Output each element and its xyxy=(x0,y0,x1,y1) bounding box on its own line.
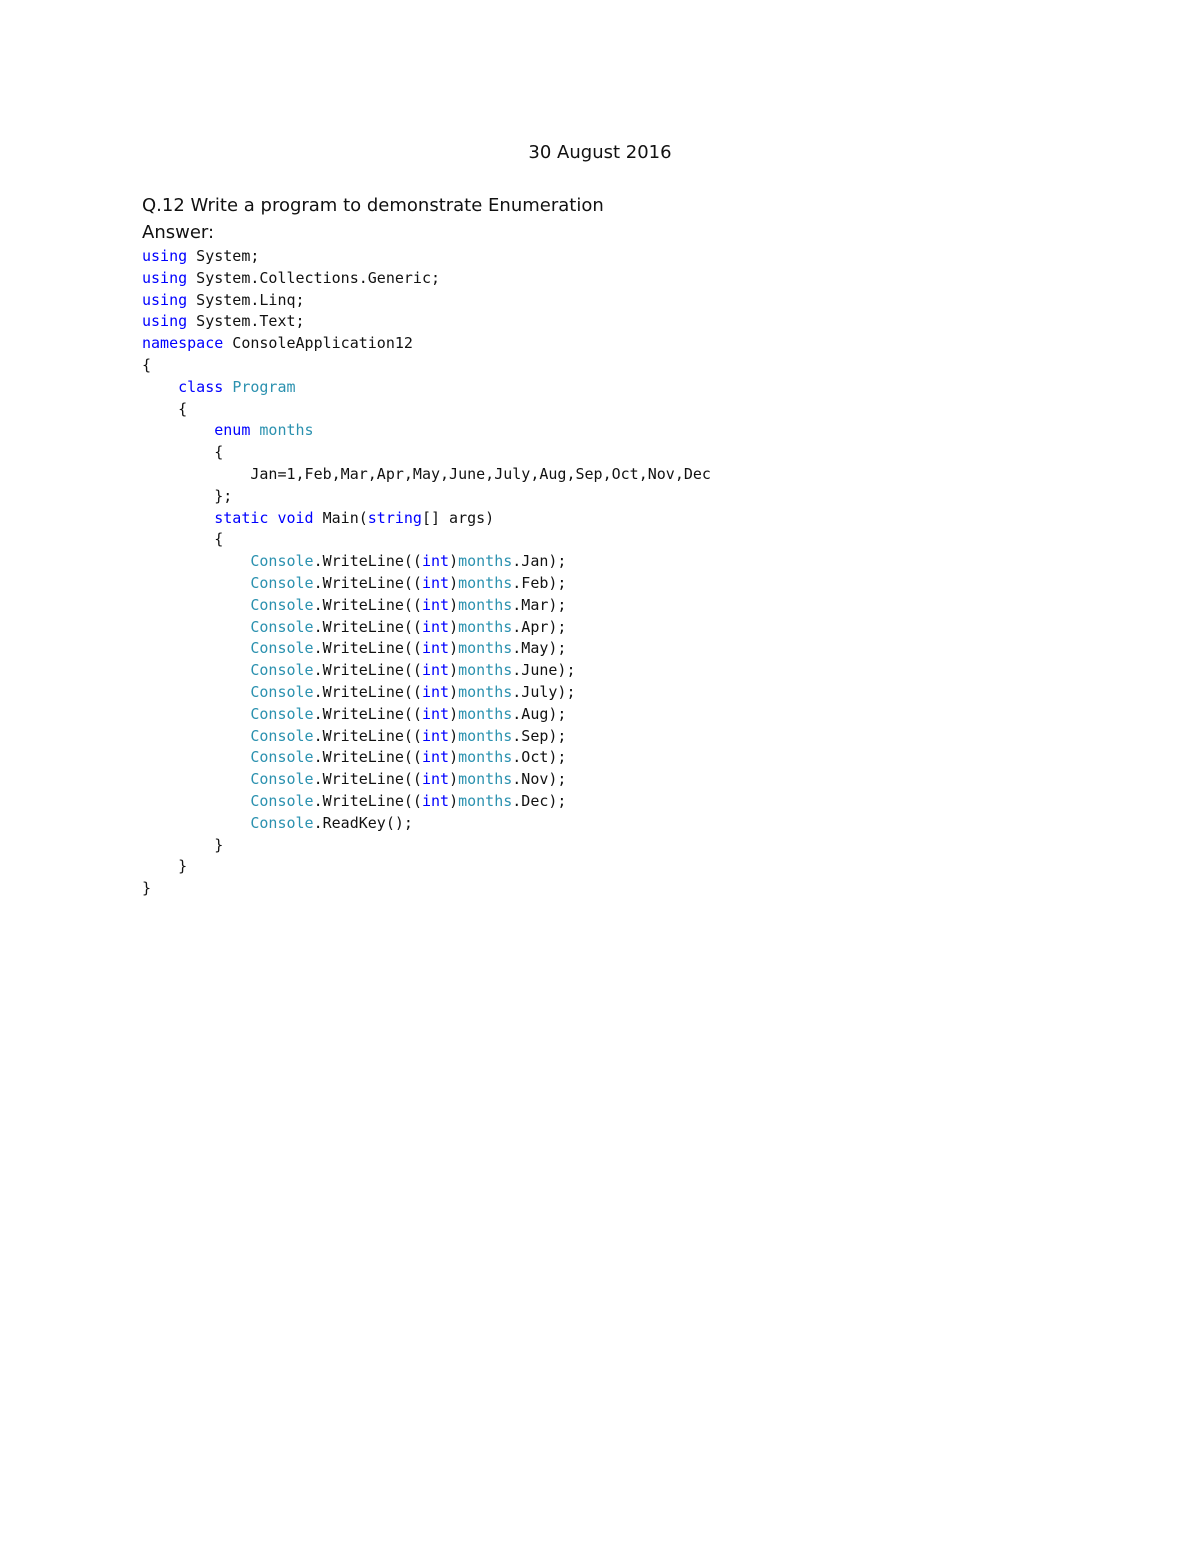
type-name: Console xyxy=(250,573,314,592)
type-name: months xyxy=(458,552,513,571)
code-text: .WriteLine(( xyxy=(313,704,422,723)
brace: { xyxy=(142,355,152,374)
code-line-main-close xyxy=(142,835,711,857)
code-line-writeline: Console.WriteLine((int)months.June); xyxy=(250,661,576,680)
type-name: Console xyxy=(250,748,314,767)
keyword: int xyxy=(421,748,450,767)
type-name: months xyxy=(259,421,314,440)
type-name: Program xyxy=(232,377,296,396)
type-name: months xyxy=(458,770,513,789)
keyword: int xyxy=(421,617,450,636)
code-text: .May); xyxy=(512,639,567,658)
code-line-class-close xyxy=(142,856,711,878)
brace: } xyxy=(214,835,224,854)
type-name: months xyxy=(458,573,513,592)
code-line-class xyxy=(142,377,711,399)
code-line-using-collections xyxy=(142,268,711,290)
code-line-main xyxy=(142,508,711,530)
keyword: int xyxy=(421,682,450,701)
type-name: Console xyxy=(250,552,314,571)
type-name: months xyxy=(458,682,513,701)
type-name: months xyxy=(458,726,513,745)
code-text: .Jan); xyxy=(512,552,567,571)
code-text: System; xyxy=(187,247,260,265)
code-text: Main( xyxy=(313,508,368,527)
code-line-writeline: Console.WriteLine((int)months.May); xyxy=(250,639,567,658)
code-line-readkey xyxy=(142,813,711,835)
type-name: months xyxy=(458,748,513,767)
keyword: int xyxy=(421,791,450,810)
code-line-using-text xyxy=(142,311,711,333)
code-line-using-linq xyxy=(142,290,711,312)
code-line-namespace xyxy=(142,333,711,355)
code-line-writeline: Console.WriteLine((int)months.Oct); xyxy=(250,748,567,767)
code-text: .WriteLine(( xyxy=(313,661,422,680)
code-line-enum-close xyxy=(142,486,711,508)
code-text: Jan=1,Feb,Mar,Apr,May,June,July,Aug,Sep,Oct,Nov,Dec xyxy=(250,464,711,483)
keyword: using xyxy=(142,268,188,287)
code-text: .WriteLine(( xyxy=(313,639,422,658)
type-name: months xyxy=(458,704,513,723)
type-name: Console xyxy=(250,770,314,789)
keyword: namespace xyxy=(142,334,224,353)
brace: } xyxy=(142,879,152,898)
code-line-writeline: Console.WriteLine((int)months.Apr); xyxy=(250,617,567,636)
type-name: Console xyxy=(250,726,314,745)
keyword: int xyxy=(421,552,450,571)
code-text: .WriteLine(( xyxy=(313,595,422,614)
code-line-class-open xyxy=(142,399,711,421)
answer-label: Answer: xyxy=(142,222,215,243)
brace: { xyxy=(214,530,224,549)
keyword: int xyxy=(421,595,450,614)
code-line-namespace-close xyxy=(142,878,711,900)
keyword: string xyxy=(367,508,422,527)
type-name: Console xyxy=(250,704,314,723)
code-text: .Sep); xyxy=(512,726,567,745)
code-line-enum-values xyxy=(142,464,711,486)
code-text: .WriteLine(( xyxy=(313,748,422,767)
type-name: months xyxy=(458,791,513,810)
type-name: months xyxy=(458,661,513,680)
code-text: System.Linq; xyxy=(187,290,305,309)
code-line-namespace-open xyxy=(142,355,711,377)
code-text: .Dec); xyxy=(512,791,567,810)
code-line-main-open xyxy=(142,529,711,551)
code-line-writeline: Console.WriteLine((int)months.Nov); xyxy=(250,770,567,789)
code-block xyxy=(142,246,711,900)
keyword: int xyxy=(421,639,450,658)
code-line-using-system xyxy=(142,246,711,268)
code-text: .WriteLine(( xyxy=(313,770,422,789)
code-text: .Mar); xyxy=(512,595,567,614)
brace: } xyxy=(178,857,188,876)
keyword: int xyxy=(421,573,450,592)
code-text: .Aug); xyxy=(512,704,567,723)
code-text: .Oct); xyxy=(512,748,567,767)
type-name: Console xyxy=(250,595,314,614)
code-text: .June); xyxy=(512,661,576,680)
code-text: .Nov); xyxy=(512,770,567,789)
type-name: Console xyxy=(250,639,314,658)
brace: { xyxy=(214,443,224,462)
code-text: System.Collections.Generic; xyxy=(187,268,441,287)
keyword: using xyxy=(142,312,188,331)
code-text: .Apr); xyxy=(512,617,567,636)
type-name: months xyxy=(458,639,513,658)
code-text: .WriteLine(( xyxy=(313,682,422,701)
keyword: static xyxy=(214,508,269,527)
code-text: .July); xyxy=(512,682,576,701)
type-name: months xyxy=(458,617,513,636)
type-name: Console xyxy=(250,617,314,636)
type-name: Console xyxy=(250,791,314,810)
code-line-writeline: Console.WriteLine((int)months.Mar); xyxy=(250,595,567,614)
code-text: .WriteLine(( xyxy=(313,573,422,592)
brace: }; xyxy=(214,486,233,505)
code-line-writeline: Console.WriteLine((int)months.Sep); xyxy=(250,726,567,745)
code-text: System.Text; xyxy=(187,312,305,331)
code-text: .Feb); xyxy=(512,573,567,592)
keyword: int xyxy=(421,770,450,789)
code-line-writeline: Console.WriteLine((int)months.Jan); xyxy=(250,552,567,571)
keyword: void xyxy=(277,508,314,527)
keyword: using xyxy=(142,290,188,309)
code-line-writeline: Console.WriteLine((int)months.Feb); xyxy=(250,573,567,592)
type-name: months xyxy=(458,595,513,614)
code-line-writeline: Console.WriteLine((int)months.Aug); xyxy=(250,704,567,723)
code-line-writeline: Console.WriteLine((int)months.July); xyxy=(250,682,576,701)
type-name: Console xyxy=(250,813,314,832)
keyword: int xyxy=(421,726,450,745)
code-text: .WriteLine(( xyxy=(313,726,422,745)
keyword: class xyxy=(178,377,224,396)
code-line-enum-open xyxy=(142,442,711,464)
code-line-writeline: Console.WriteLine((int)months.Dec); xyxy=(250,791,567,810)
code-text: .ReadKey(); xyxy=(313,813,413,832)
code-line-enum xyxy=(142,420,711,442)
keyword: int xyxy=(421,661,450,680)
code-text: ConsoleApplication12 xyxy=(223,334,413,353)
keyword: enum xyxy=(214,421,251,440)
code-text: [] args) xyxy=(421,508,495,527)
brace: { xyxy=(178,399,188,418)
code-text: .WriteLine(( xyxy=(313,617,422,636)
type-name: Console xyxy=(250,661,314,680)
keyword: int xyxy=(421,704,450,723)
code-text: .WriteLine(( xyxy=(313,552,422,571)
type-name: Console xyxy=(250,682,314,701)
code-text: .WriteLine(( xyxy=(313,791,422,810)
document-date: 30 August 2016 xyxy=(528,142,672,163)
question-heading: Q.12 Write a program to demonstrate Enumeration xyxy=(142,195,604,216)
keyword: using xyxy=(142,247,188,265)
